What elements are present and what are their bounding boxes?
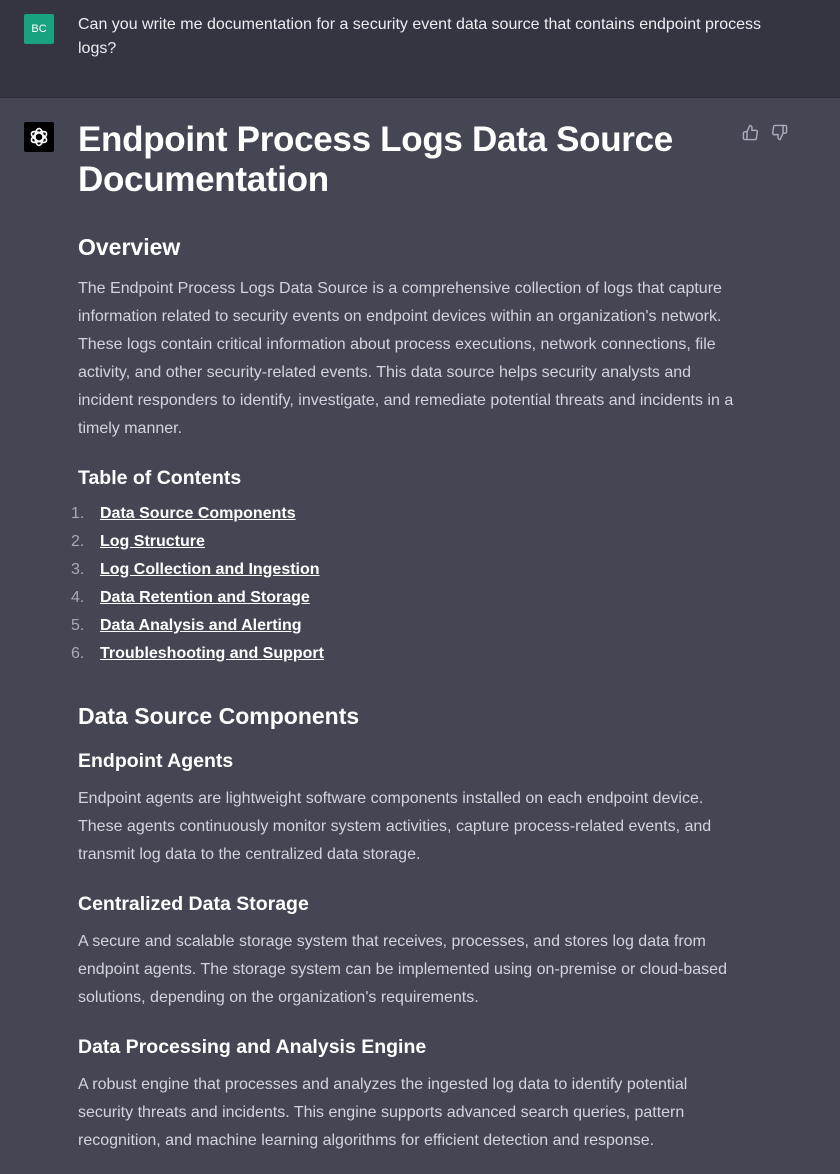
toc-heading: Table of Contents: [78, 467, 242, 489]
toc-item: [71, 500, 734, 528]
toc-link-troubleshooting[interactable]: Troubleshooting and Support: [100, 645, 324, 662]
toc-item-number: 4.: [71, 589, 85, 606]
thumbs-up-icon[interactable]: [742, 124, 759, 141]
section-heading-centralized-storage: Centralized Data Storage: [78, 893, 309, 915]
section-body-endpoint-agents: Endpoint agents are lightweight software components installed on each endpoint device. These agents continuously monitor system activities, capture process-related events, and transmit log data to the centralized data storage.: [78, 790, 712, 863]
toc-item: [71, 528, 734, 556]
assistant-message: [0, 98, 840, 1174]
toc-link-data-source-components[interactable]: Data Source Components: [100, 505, 296, 522]
toc-link-data-retention[interactable]: Data Retention and Storage: [100, 589, 310, 606]
toc-link-data-analysis[interactable]: Data Analysis and Alerting: [100, 617, 302, 634]
user-avatar: BC: [24, 14, 54, 44]
overview-paragraph: The Endpoint Process Logs Data Source is a comprehensive collection of logs that capture information related to security events on endpoint devices within an organization's network. These logs contain critical information about process executions, network connections, file activity, and other security-related events. This data source helps security analysts and incident responders to identify, investigate, and remediate potential threats and incidents in a timely manner.: [78, 280, 734, 437]
thumbs-down-icon[interactable]: [771, 124, 788, 141]
toc-item-number: 6.: [71, 645, 85, 662]
section-heading-endpoint-agents: Endpoint Agents: [78, 750, 234, 772]
toc-item: [71, 612, 734, 640]
toc-item-number: 3.: [71, 561, 85, 578]
toc-item-number: 5.: [71, 617, 85, 634]
toc-item: [71, 640, 734, 668]
overview-heading: Overview: [78, 234, 181, 260]
section-body-centralized-storage: A secure and scalable storage system that receives, processes, and stores log data from endpoint agents. The storage system can be implemented using on-premise or cloud-based solutions, depending on the organization's requirements.: [78, 933, 727, 1006]
toc-link-log-collection[interactable]: Log Collection and Ingestion: [100, 561, 320, 578]
user-message-text: Can you write me documentation for a security event data source that contains endpoint process logs?: [78, 16, 762, 57]
toc-item: [71, 584, 734, 612]
feedback-buttons: [742, 124, 788, 141]
section-body-processing-engine: A robust engine that processes and analyzes the ingested log data to identify potential security threats and incidents. This engine supports advanced search queries, pattern recognition, and machine learning algorithms for efficient detection and response.: [78, 1076, 688, 1149]
user-message: [0, 0, 840, 98]
section-heading-processing-engine: Data Processing and Analysis Engine: [78, 1036, 427, 1058]
toc-item-number: 2.: [71, 533, 85, 550]
document-title: Endpoint Process Logs Data Source Documentation: [78, 120, 673, 199]
assistant-content: [71, 120, 734, 1155]
components-heading: Data Source Components: [78, 703, 360, 729]
toc-link-log-structure[interactable]: Log Structure: [100, 533, 205, 550]
openai-logo-icon: [24, 122, 54, 152]
toc-item: [71, 556, 734, 584]
toc-item-number: 1.: [71, 505, 85, 522]
toc-list: [71, 500, 734, 668]
